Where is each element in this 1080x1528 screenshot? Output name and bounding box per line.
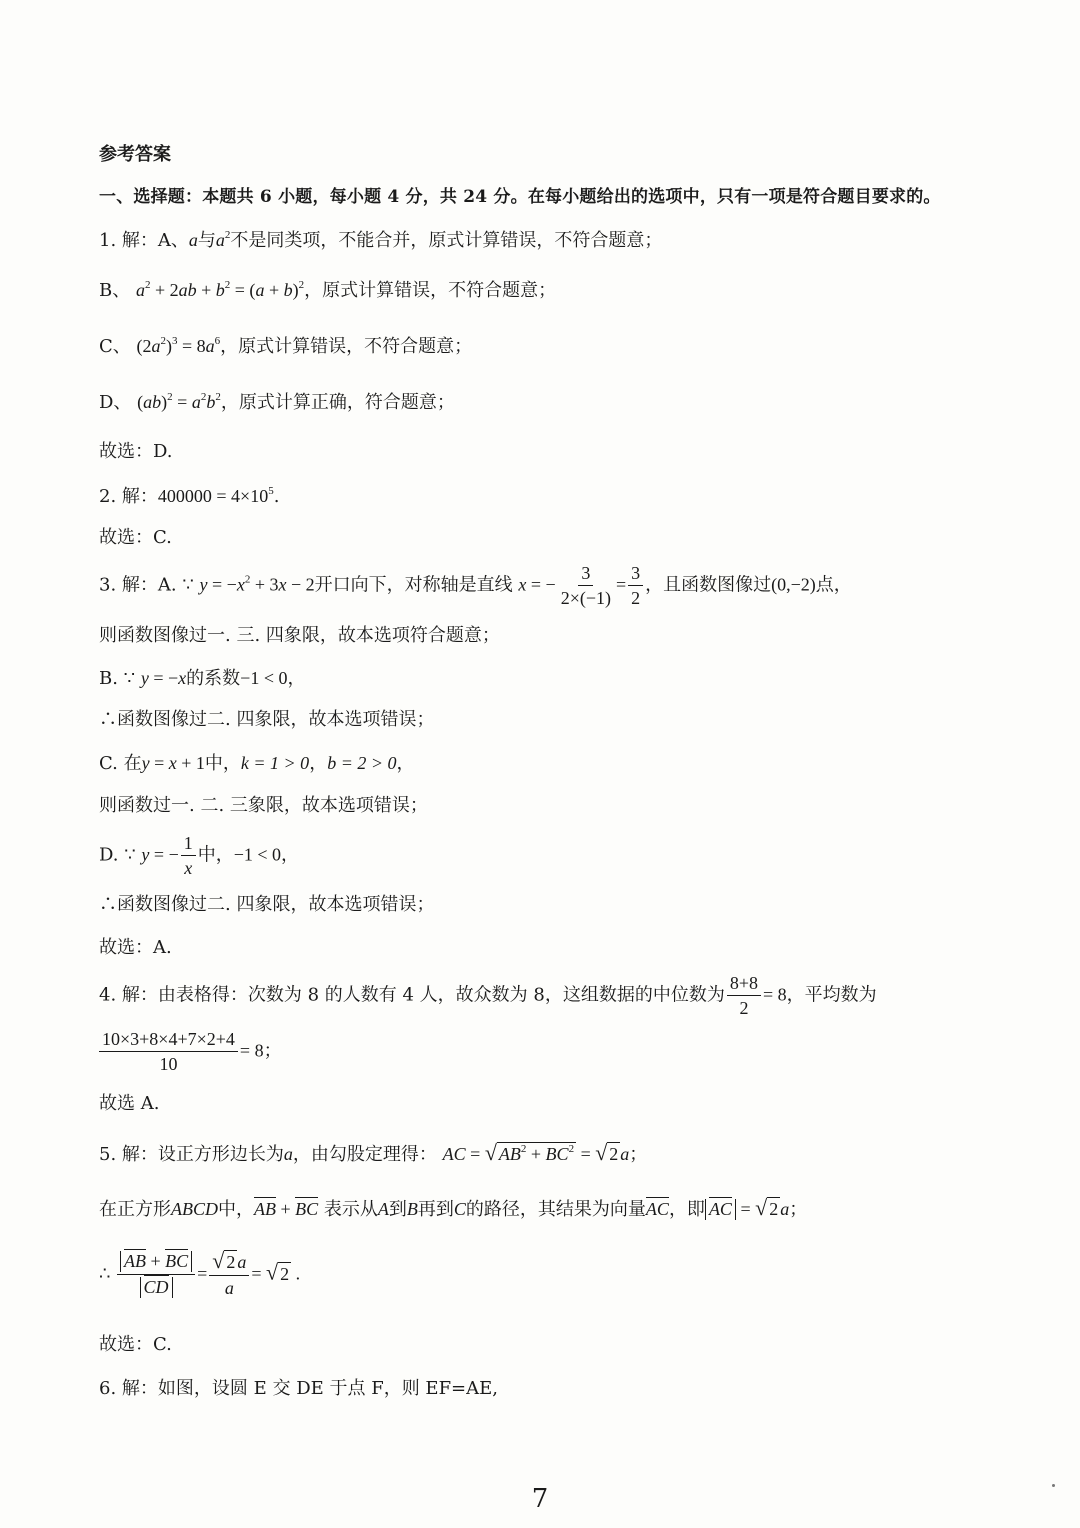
q3-line-c: C. 在y = x + 1中，k = 1 > 0，b = 2 > 0， [99, 753, 415, 774]
q3-line-b: B. ∵ y = −x的系数−1 < 0， [99, 668, 306, 689]
q1-answer: 故选：D. [99, 441, 173, 462]
q5-line-b: 在正方形ABCD中，AB + BC 表示从A到B再到C的路径，其结果为向量AC，即 AC = √ 2 a； [99, 1195, 808, 1220]
q3-line-b2: ∴函数图像过二. 四象限，故本选项错误； [99, 709, 435, 730]
q5-line-a: 5. 解：设正方形边长为a，由勾股定理得： AC = √ $AB^2 + BC^2$ = √ 2 a； [99, 1140, 648, 1165]
q5-line-c: ∴ $\frac{AB + BC}{CD}$ = $\frac{√ 2 a}{a}$ = √ 2 . [99, 1247, 301, 1298]
q5-answer: 故选：C. [99, 1334, 172, 1355]
q3-line-d2: ∴函数图像过二. 四象限，故本选项错误； [99, 894, 435, 915]
q1-line-a: 1. 解：A、a与$a^2$不是同类项，不能合并，原式计算错误，不符合题意； [99, 229, 663, 251]
q4-answer: 故选 A. [99, 1093, 160, 1114]
scan-speck [1052, 1484, 1055, 1487]
q3-line-c2: 则函数过一. 二. 三象限，故本选项错误； [99, 795, 428, 816]
q2-line: 2. 解：$400000 = 4\times 10^5$. [99, 485, 280, 507]
page-number: 7 [531, 1484, 549, 1514]
q4-line-b: $\frac{10\times 3+8\times 4+7\times 2+4}{10}$ = 8； [99, 1028, 282, 1075]
q3-line-d: D. ∵ y = − $\frac{1}{x}$ 中，−1 < 0， [99, 833, 300, 878]
q4-line-a: 4. 解：由表格得：次数为 8 的人数有 4 人，故众数为 8，这组数据的中位数为 $\frac{8+8}{2}$ = 8，平均数为 [99, 973, 877, 1018]
q1-line-b: B、 $a^2 + 2ab + b^2 = (a + b)^2$，原式计算错误，不符合题意； [99, 279, 557, 301]
q1-line-d: D、 $(ab)^2 = a^2b^2$，原式计算正确，符合题意； [99, 391, 455, 413]
page-title: 参考答案 [99, 144, 171, 165]
q3-answer: 故选：A. [99, 937, 172, 958]
q1-line-c: C、 $(2a^2)^3 = 8a^6$，原式计算错误，不符合题意； [99, 335, 473, 357]
q3-line-a: 3. 解：A. ∵ $y = -x^2 + 3x - 2$开口向下，对称轴是直线 x = − $\frac{3}{2\times(-1)}$ = $\frac{3}{2}$ ，且函数图像过(0,−2)点， [99, 563, 852, 608]
section-heading: 一、选择题：本题共 6 小题，每小题 4 分，共 24 分。在每小题给出的选项中，只有一项是符合题目要求的。 [99, 187, 941, 207]
q6-line: 6. 解：如图，设圆 E 交 DE 于点 F，则 EF=AE, [99, 1378, 498, 1399]
q3-line-a2: 则函数图像过一. 三. 四象限，故本选项符合题意； [99, 625, 500, 646]
q2-answer: 故选：C. [99, 527, 172, 548]
